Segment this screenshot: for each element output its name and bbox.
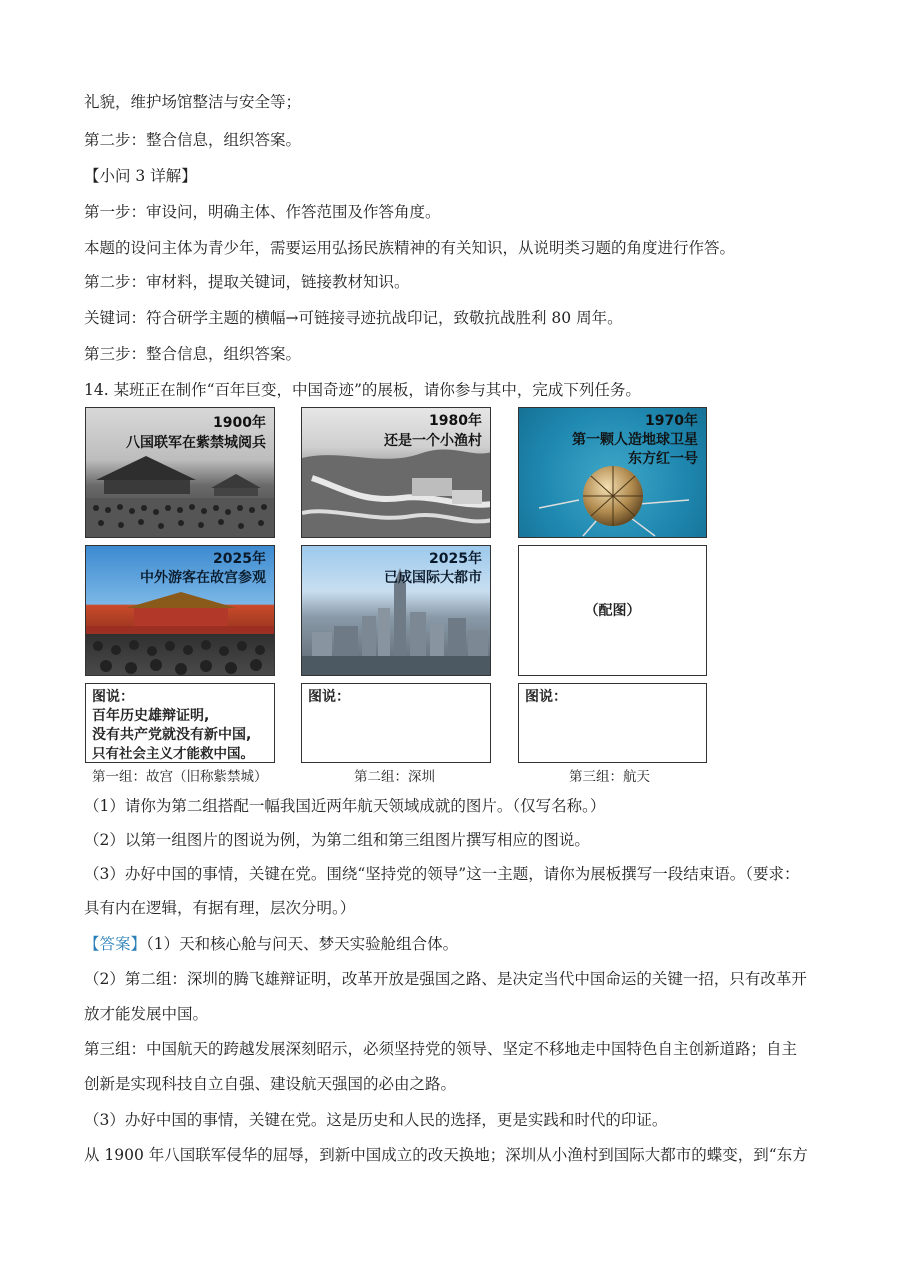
answer-1-line (84, 934, 458, 954)
photo-shenzhen-2025 (301, 545, 491, 676)
g1-caption-title: 图说： (92, 689, 134, 705)
answer-2-line-1: （2）第二组：深圳的腾飞雄辩证明，改革开放是强国之路、是决定当代中国命运的关键一招，只有改革开 (84, 970, 807, 988)
g3-caption-title: 图说： (525, 689, 567, 705)
g1-top-year: 1900年 (213, 415, 266, 431)
g2-top-text: 还是一个小渔村 (384, 433, 482, 449)
answer-2-line-4: 创新是实现科技自立自强、建设航天强国的必由之路。 (84, 1075, 457, 1093)
g1-top-text: 八国联军在紫禁城阅兵 (126, 435, 266, 451)
g3-top-year: 1970年 (645, 413, 698, 429)
question-3-line-2: 具有内在逻辑，有据有理，层次分明。） (84, 899, 356, 917)
g2-top-year: 1980年 (429, 413, 482, 429)
photo-shenzhen-1980 (301, 407, 491, 538)
g3-top-text-1: 第一颗人造地球卫星 (572, 432, 698, 448)
g1-bottom-text: 中外游客在故宫参观 (140, 570, 266, 586)
photo-forbidden-city-2025 (85, 545, 275, 676)
g1-caption-line-1: 百年历史雄辩证明, (92, 708, 210, 724)
group-label-2: 第二组：深圳 (354, 769, 435, 785)
g2-caption-title: 图说： (308, 689, 350, 705)
text-line-2: 第二步：整合信息，组织答案。 (84, 131, 302, 149)
g1-caption-line-2: 没有共产党就没有新中国, (92, 727, 252, 743)
group-label-3: 第三组：航天 (569, 769, 650, 785)
question-1: （1）请你为第二组搭配一幅我国近两年航天领域成就的图片。（仅写名称。） (84, 797, 606, 815)
answer-1: （1）天和核心舱与问天、梦天实验舱组合体。 (146, 935, 459, 953)
text-line-6: 第二步：审材料，提取关键词，链接教材知识。 (84, 273, 410, 291)
g1-caption-box (85, 683, 275, 763)
answer-2-line-2: 放才能发展中国。 (84, 1005, 209, 1023)
answer-3-line-2: 从 1900 年八国联军侵华的屈辱，到新中国成立的改天换地；深圳从小渔村到国际大都市的蝶变，到“东方 (84, 1146, 808, 1164)
photo-forbidden-city-1900 (85, 407, 275, 538)
g2-bottom-year: 2025年 (429, 551, 482, 567)
g1-caption-line-3: 只有社会主义才能救中国。 (92, 746, 254, 762)
g3-image-placeholder (518, 545, 707, 676)
text-line-3: 【小问 3 详解】 (84, 167, 197, 185)
text-line-1: 礼貌，维护场馆整洁与安全等； (84, 93, 302, 111)
question-14-stem: 14. 某班正在制作“百年巨变，中国奇迹”的展板，请你参与其中，完成下列任务。 (84, 381, 641, 399)
text-line-8: 第三步：整合信息，组织答案。 (84, 345, 302, 363)
g3-top-text-2: 东方红一号 (628, 451, 698, 467)
text-line-4: 第一步：审设问，明确主体、作答范围及作答角度。 (84, 203, 441, 221)
answer-tag: 【答案】 (84, 935, 147, 953)
text-line-5: 本题的设问主体为青少年，需要运用弘扬民族精神的有关知识，从说明类习题的角度进行作答。 (84, 239, 736, 257)
g2-caption-box (301, 683, 491, 763)
answer-3-line-1: （3）办好中国的事情，关键在党。这是历史和人民的选择，更是实践和时代的印证。 (84, 1111, 668, 1129)
g3-placeholder-text: （配图） (584, 603, 641, 619)
g3-caption-box (518, 683, 707, 763)
g1-bottom-year: 2025年 (213, 551, 266, 567)
answer-2-line-3: 第三组：中国航天的跨越发展深刻昭示，必须坚持党的领导、坚定不移地走中国特色自主创新道路；自主 (84, 1040, 798, 1058)
photo-dongfanghong-1970 (518, 407, 707, 538)
question-2: （2）以第一组图片的图说为例，为第二组和第三组图片撰写相应的图说。 (84, 831, 590, 849)
group-label-1: 第一组：故宫（旧称紫禁城） (92, 769, 268, 785)
text-line-7: 关键词：符合研学主题的横幅→可链接寻迹抗战印记，致敬抗战胜利 80 周年。 (84, 309, 623, 327)
question-3-line-1: （3）办好中国的事情，关键在党。围绕“坚持党的领导”这一主题，请你为展板撰写一段结束语。（要求： (84, 865, 800, 883)
g2-bottom-text: 已成国际大都市 (384, 570, 482, 586)
